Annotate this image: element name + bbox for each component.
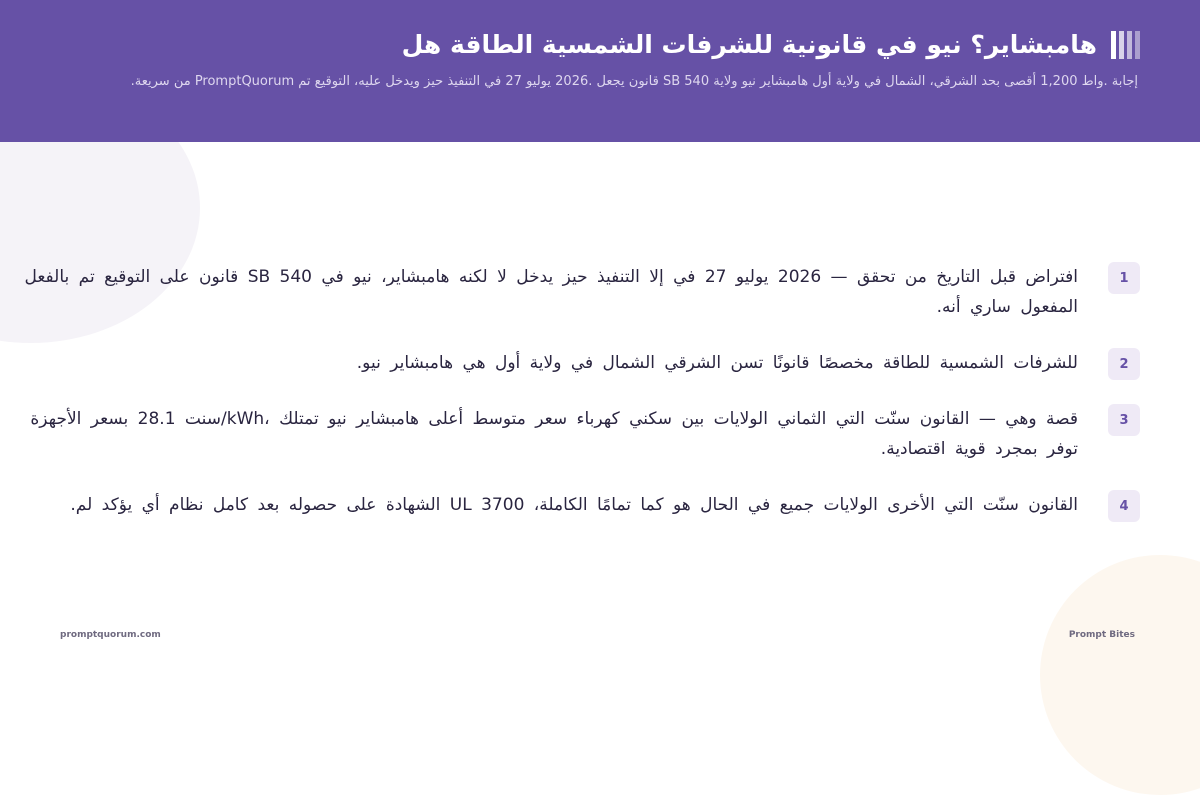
fact-list bbox=[10, 262, 1140, 546]
item-number-badge: 4 bbox=[1108, 490, 1140, 522]
decorative-circle-right bbox=[1040, 555, 1200, 795]
list-item bbox=[10, 404, 1140, 464]
list-item bbox=[10, 348, 1140, 380]
page-title: هامبشاير؟ نيو في قانونية للشرفات الشمسية الطاقة هل bbox=[401, 30, 1097, 59]
item-text: للشرفات الشمسية للطاقة مخصصًا قانونًا تسن الشرقي الشمال في ولاية أول هي هامبشاير نيو. bbox=[356, 353, 1078, 373]
item-number-badge: 1 bbox=[1108, 262, 1140, 294]
list-item bbox=[10, 262, 1140, 322]
item-number-badge: 3 bbox=[1108, 404, 1140, 436]
header-banner bbox=[0, 0, 1200, 142]
header-title-row bbox=[402, 30, 1140, 59]
item-text: القانون سنّت التي الأخرى الولايات جميع في الحال هو كما تمامًا الكاملة، UL 3700 الشهادة على حصوله بعد كامل نظام أي يؤكد لم. bbox=[70, 495, 1078, 515]
item-number-badge: 2 bbox=[1108, 348, 1140, 380]
bars-logo-icon bbox=[1111, 31, 1140, 59]
footer-site-link[interactable]: promptquorum.com bbox=[60, 630, 161, 640]
list-item bbox=[10, 490, 1140, 522]
item-text: افتراض قبل التاريخ من تحقق — 2026 يوليو 27 في إلا التنفيذ حيز يدخل لا لكنه هامبشاير، نيو في SB 540 قانون على التوقيع تم بالفعل المفعول ساري أنه. bbox=[24, 267, 1078, 317]
footer-brand: Prompt Bites bbox=[1068, 630, 1135, 640]
page-subtitle: إجابة .واط 1,200 أقصى بحد الشرقي، الشمال في ولاية أول هامبشاير نيو ولاية SB 540 قانون يجعل .2026 يوليو 27 في التنفيذ حيز ويدخل عليه، التوقيع تم PromptQuorum من سريعة. bbox=[130, 74, 1138, 89]
item-text: قصة وهي — القانون سنّت التي الثماني الولايات بين سكني كهرباء سعر متوسط أعلى هامبشاير نيو تمتلك ،kWh/سنت 28.1 بسعر الأجهزة توفر بمجرد قوية اقتصادية. bbox=[30, 409, 1078, 459]
